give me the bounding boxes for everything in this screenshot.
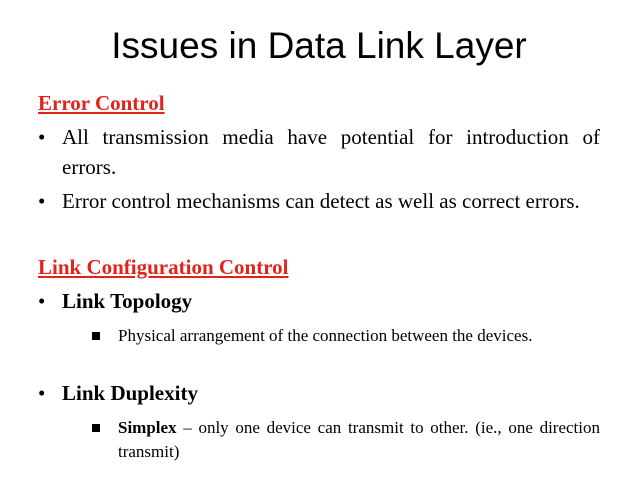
bullet-text: Link Duplexity — [62, 381, 198, 405]
square-bullet-icon — [92, 424, 100, 432]
bullet-text: Error control mechanisms can detect as well as correct errors. — [62, 189, 580, 213]
bullet-item — [38, 186, 600, 216]
bullet-item — [38, 378, 600, 408]
bullet-dot-icon: • — [38, 381, 46, 405]
slide-title: Issues in Data Link Layer — [111, 25, 527, 66]
bullet-dot-icon: • — [38, 125, 46, 149]
sub-bullet-term: Simplex — [118, 418, 177, 437]
sub-bullet-item — [92, 324, 600, 348]
section-heading-link-configuration-control: Link Configuration Control — [38, 255, 289, 279]
sub-bullet-text — [118, 416, 600, 464]
bullet-dot-icon: • — [38, 289, 46, 313]
sub-bullet-description: – only one device can transmit to other. (ie., one direction transmit) — [118, 418, 600, 461]
bullet-text: Link Topology — [62, 289, 193, 313]
square-bullet-icon — [92, 332, 100, 340]
sub-bullet-text — [118, 324, 600, 348]
bullet-dot-icon: • — [38, 189, 46, 213]
bullet-item — [38, 122, 600, 182]
bullet-item — [38, 286, 600, 316]
sub-bullet-item — [92, 416, 600, 464]
sub-bullet-description: Physical arrangement of the connection between the devices. — [118, 326, 533, 345]
bullet-text: All transmission media have potential for introduction of errors. — [62, 125, 600, 179]
section-heading-error-control: Error Control — [38, 91, 165, 115]
